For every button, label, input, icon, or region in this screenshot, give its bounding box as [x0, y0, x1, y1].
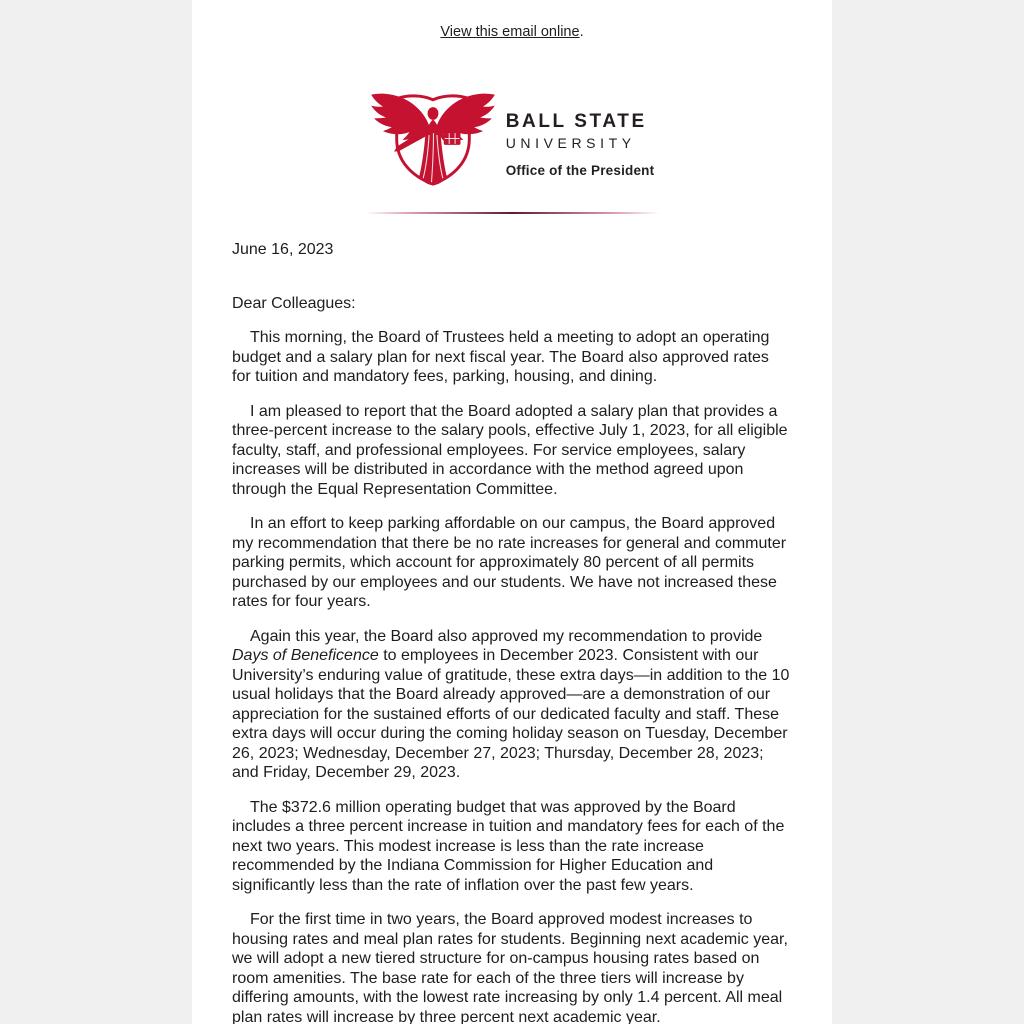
view-email-online-link[interactable]: View this email online: [440, 24, 580, 40]
logo-wordmark-line2: UNIVERSITY: [505, 135, 636, 152]
letter-paragraph-4: [232, 627, 792, 783]
letter-paragraph-2: I am pleased to report that the Board adopted a salary plan that provides a three-percent increase to the salary pools, effective July 1, 2023, for all eligible faculty, staff, and professional employees. For service employees, salary increases will be distributed in accordance with the method agreed upon through the Equal Representation Committee.: [232, 402, 788, 498]
paragraph-4-rest: to employees in December 2023. Consistent with our University’s enduring value of gratitude, these extra days—in addition to the 10 usual holidays that the Board already approved—are a demonstration of our appreciation for the sustained efforts of our dedicated faculty and staff. These extra days will occur during the coming holiday season on Tuesday, December 26, 2023; Wednesday, December 27, 2023; Thursday, December 28, 2023; and Friday, December 29, 2023.: [232, 647, 790, 781]
header-divider: [365, 212, 660, 214]
view-online-period: .: [579, 24, 584, 40]
logo-department-label: Office of the President: [505, 163, 655, 179]
paragraph-4-lead: Again this year, the Board also approved my recommendation to provide: [250, 627, 763, 645]
letter-paragraph-5: The $372.6 million operating budget that was approved by the Board includes a three percent increase in tuition and mandatory fees for each of the next two years. This modest increase is less than the rate increase recommended by the Indiana Commission for Higher Education and significantly less than the rate of inflation over the past few years.: [232, 798, 785, 894]
email-card: [192, 0, 832, 1024]
beneficence-shield-icon: [370, 84, 496, 190]
letter-body: [232, 240, 792, 1024]
ball-state-logo: [370, 84, 655, 190]
days-of-beneficence-italic: Days of Beneficence: [232, 647, 379, 664]
view-online-row: [232, 24, 792, 40]
logo-wordmark-line1: BALL STATE: [505, 111, 647, 133]
letter-paragraph-1: This morning, the Board of Trustees held a meeting to adopt an operating budget and a salary plan for next fiscal year. The Board also approved rates for tuition and mandatory fees, parking, housing, and dining.: [232, 329, 770, 385]
letter-paragraph-6: For the first time in two years, the Board approved modest increases to housing rates and meal plan rates for students. Beginning next academic year, we will adopt a new tiered structure for on-campus housing rates based on room amenities. The base rate for each of the three tiers will increase by differing amounts, with the lowest rate increasing by only 1.4 percent. All meal plan rates will increase by three percent next academic year.: [232, 911, 788, 1024]
letter-paragraph-3: In an effort to keep parking affordable on our campus, the Board approved my recommendation that there be no rate increases for general and commuter parking permits, which account for approximately 80 percent of all permits purchased by our employees and our students. We have not increased these rates for four years.: [232, 515, 787, 610]
letter-salutation: Dear Colleagues:: [232, 294, 356, 312]
letter-date: June 16, 2023: [232, 241, 334, 258]
logo-wordmark: [506, 96, 655, 178]
